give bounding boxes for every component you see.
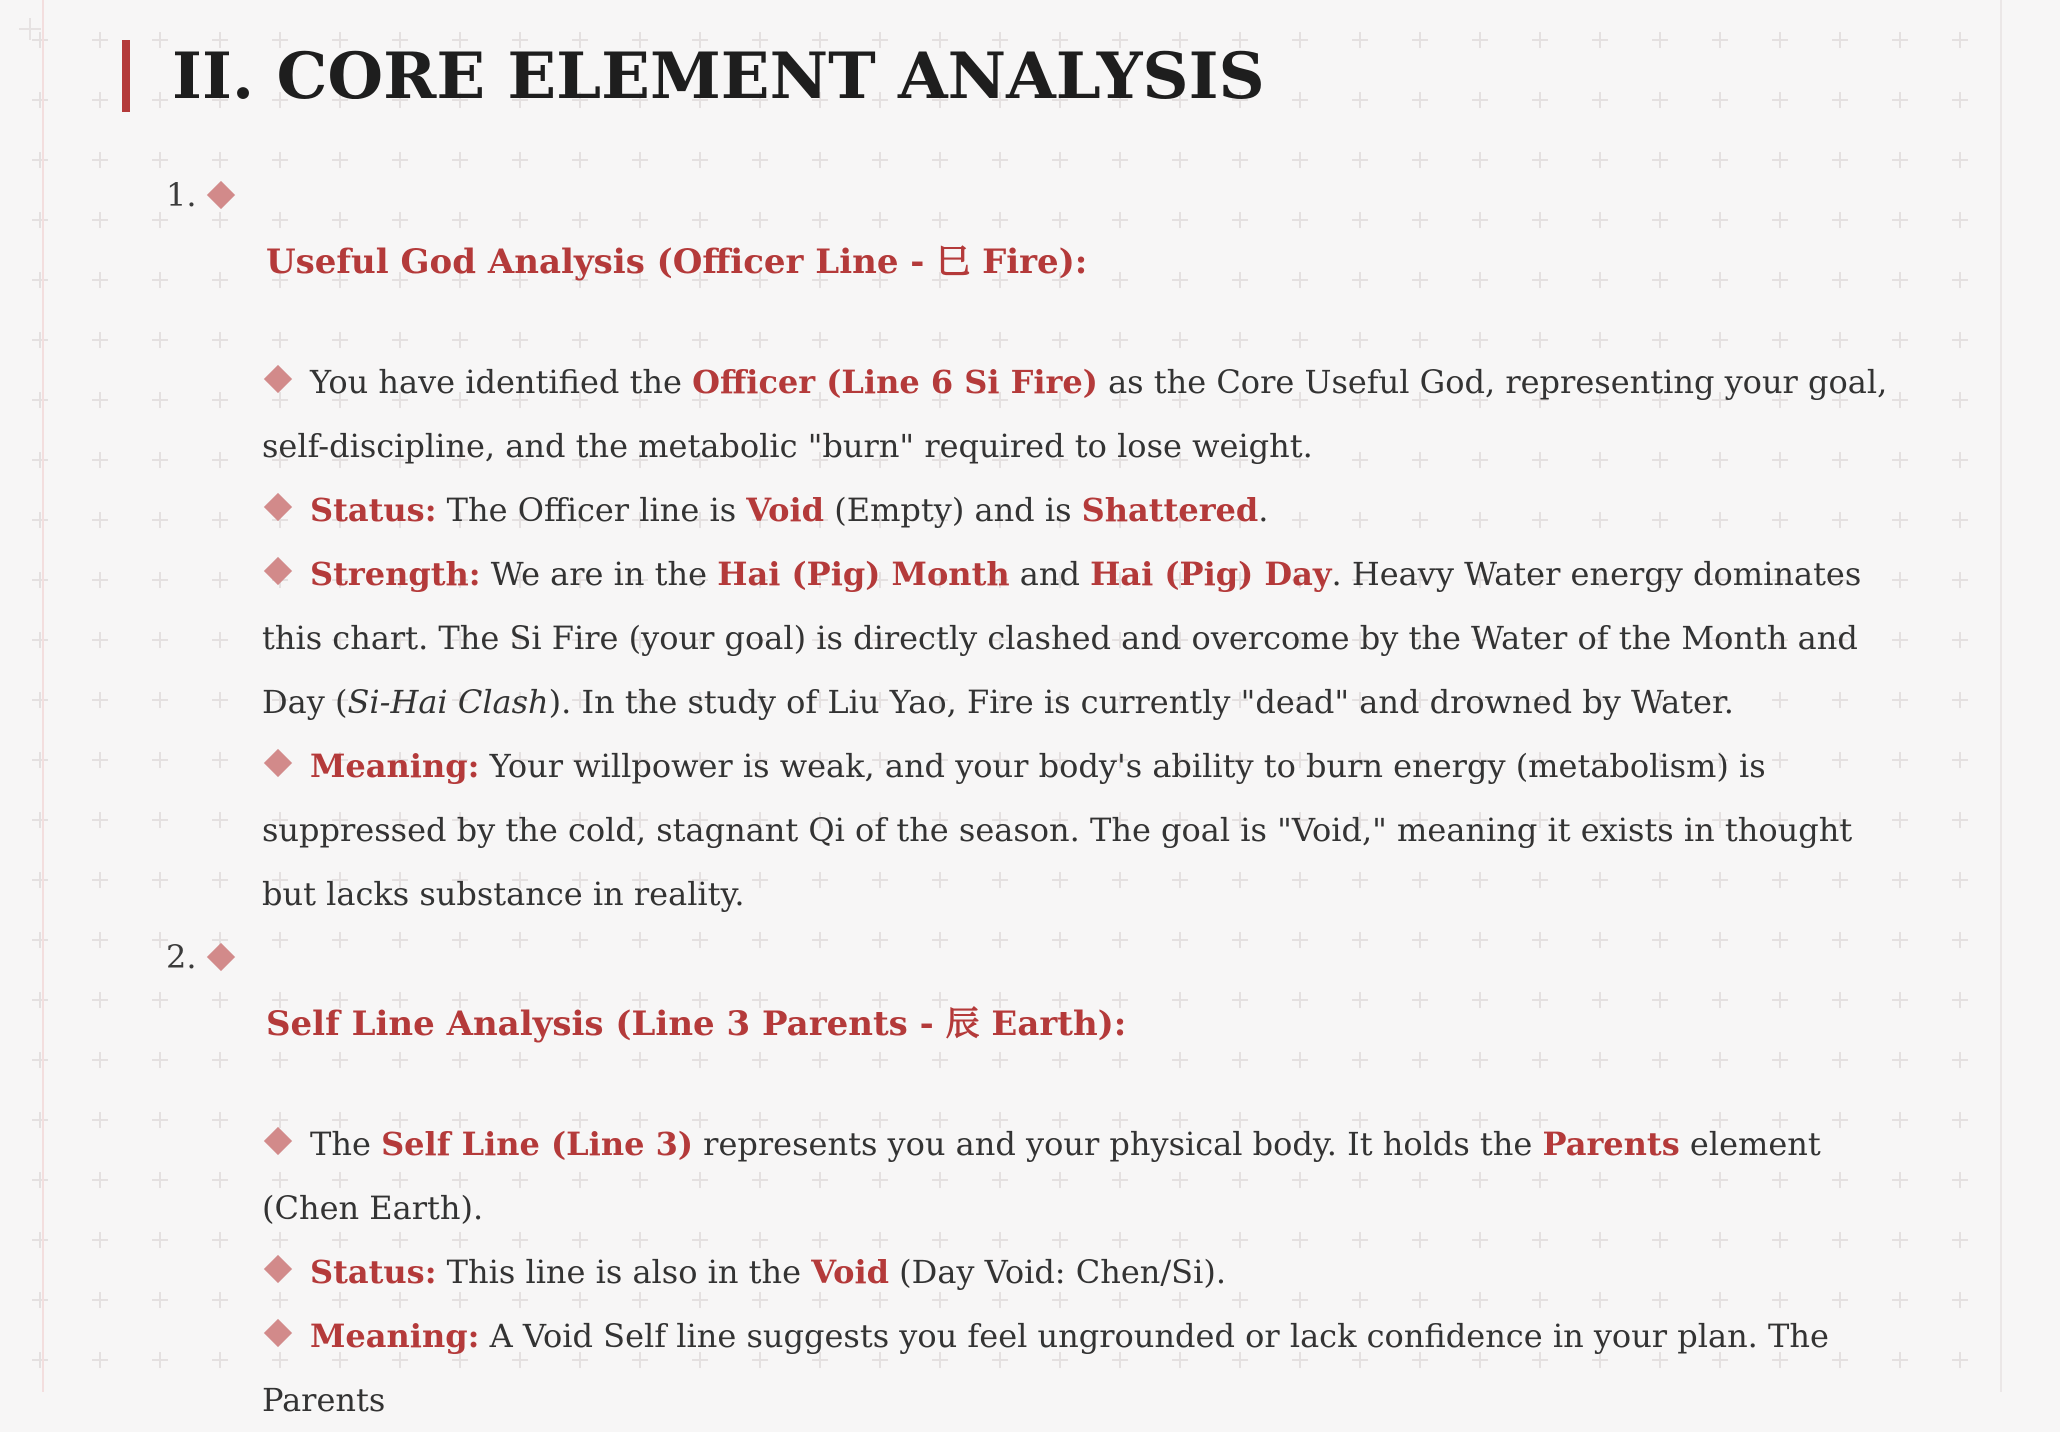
highlight-hai-month: Hai (Pig) Month <box>717 555 1010 593</box>
italic-si-hai-clash: Si-Hai Clash <box>347 683 549 721</box>
bullet-label: Status: <box>310 491 437 529</box>
list-number-2 <box>166 938 231 976</box>
diamond-bullet-icon <box>264 749 292 777</box>
bullet-self-line: The Self Line (Line 3) represents you and your physical body. It holds the Parents element (Chen Earth). <box>262 1125 1821 1227</box>
subsection-title-2: Self Line Analysis (Line 3 Parents - 辰 Earth): <box>266 1004 1127 1044</box>
highlight-officer-line: Officer (Line 6 Si Fire) <box>692 363 1098 401</box>
bullet-self-status: Status: This line is also in the Void (Day Void: Chen/Si). <box>262 1240 1912 1304</box>
bullet-label: Meaning: <box>310 1317 480 1355</box>
bullet-label: Meaning: <box>310 747 480 785</box>
list-number-label: 2. <box>166 938 197 976</box>
list-number-1 <box>166 176 231 214</box>
highlight-self-line: Self Line (Line 3) <box>381 1125 693 1163</box>
highlight-shattered: Shattered <box>1081 491 1259 529</box>
diamond-icon <box>206 181 234 209</box>
highlight-parents: Parents <box>1542 1125 1680 1163</box>
diamond-bullet-icon <box>264 365 292 393</box>
diamond-bullet-icon <box>264 1255 292 1283</box>
diamond-bullet-icon <box>264 557 292 585</box>
bullet-meaning: Meaning: Your willpower is weak, and your body's ability to burn energy (metabolism) is suppressed by the cold, stagnant Qi of the season. The goal is "Void," meaning it exists in thought but lacks substance in reality. <box>262 747 1853 913</box>
bullet-self-meaning: Meaning: A Void Self line suggests you feel ungrounded or lack confidence in your plan. The Parents <box>262 1317 1829 1419</box>
bullet-officer-identified: You have identified the Officer (Line 6 Si Fire) as the Core Useful God, representing your goal, self-discipline, and the metabolic "burn" required to lose weight. <box>262 363 1888 465</box>
diamond-bullet-icon <box>264 1319 292 1347</box>
bullet-strength: Strength: We are in the Hai (Pig) Month and Hai (Pig) Day. Heavy Water energy dominates this chart. The Si Fire (your goal) is directly clashed and overcome by the Water of the Month and Day (Si-Hai Clash). In the study of Liu Yao, Fire is currently "dead" and drowned by Water. <box>262 555 1862 721</box>
heading-accent-bar <box>122 40 130 112</box>
diamond-bullet-icon <box>264 1127 292 1155</box>
diamond-bullet-icon <box>264 493 292 521</box>
diamond-icon <box>206 943 234 971</box>
subsection-title-1: Useful God Analysis (Officer Line - 巳 Fire): <box>266 242 1088 282</box>
highlight-void: Void <box>746 491 825 529</box>
heading-title: II. CORE ELEMENT ANALYSIS <box>172 38 1265 114</box>
highlight-hai-day: Hai (Pig) Day <box>1090 555 1332 593</box>
highlight-void: Void <box>811 1253 889 1291</box>
bullet-label: Strength: <box>310 555 481 593</box>
bullet-label: Status: <box>310 1253 437 1291</box>
bullet-status: Status: The Officer line is Void (Empty) and is Shattered. <box>262 478 1912 542</box>
list-number-label: 1. <box>166 176 197 214</box>
section-heading <box>122 40 1265 112</box>
